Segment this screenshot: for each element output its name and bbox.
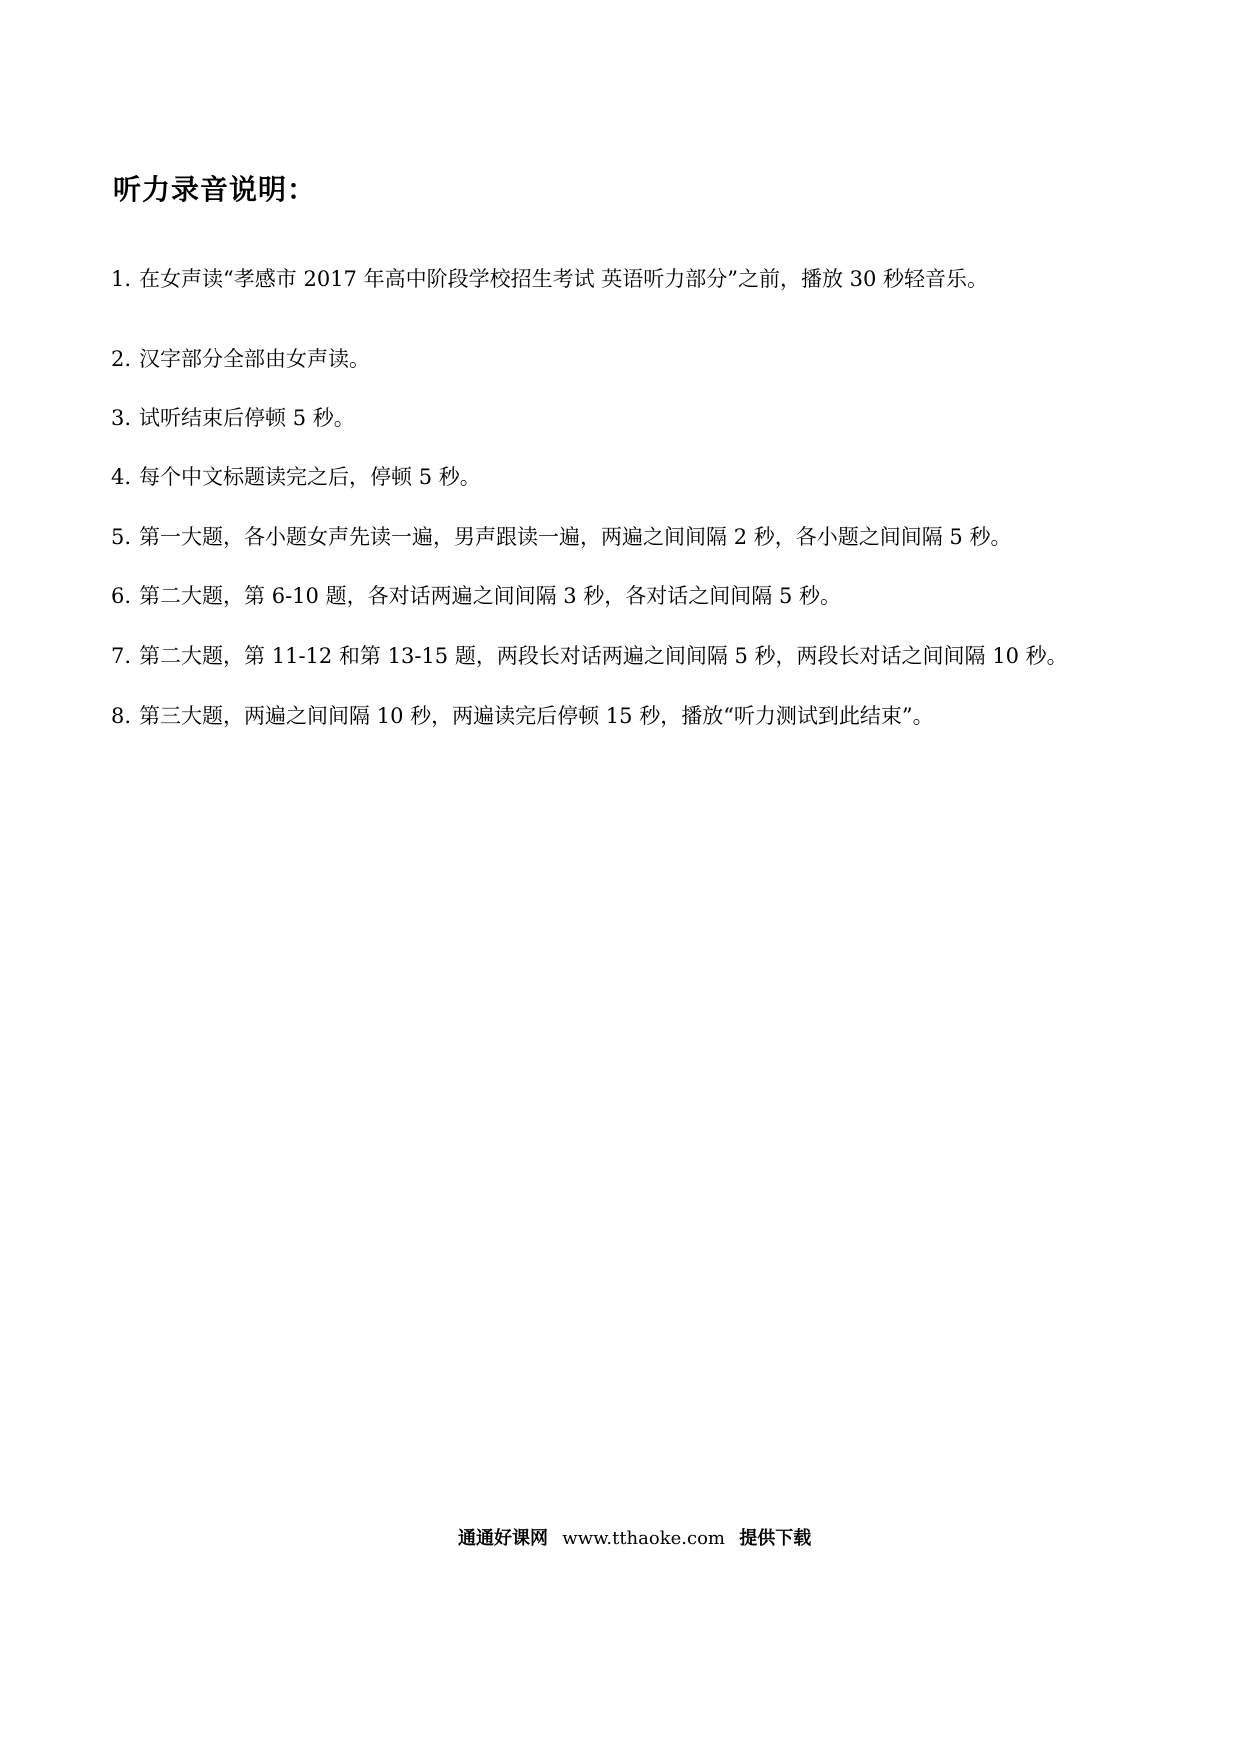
item-number: 4. [111, 465, 132, 489]
item-text: 第三大题，两遍之间间隔 10 秒，两遍读完后停顿 15 秒，播放“听力测试到此结束”。 [139, 704, 934, 728]
list-item [111, 641, 1068, 671]
page-title: 听力录音说明： [113, 173, 317, 206]
item-number: 2. [111, 347, 132, 371]
item-text: 每个中文标题读完之后，停顿 5 秒。 [139, 465, 481, 489]
footer-suffix: 提供下载 [739, 1528, 812, 1549]
list-item [111, 462, 481, 492]
list-item [111, 522, 1011, 552]
item-text: 试听结束后停顿 5 秒。 [139, 406, 355, 430]
item-number: 5. [111, 525, 132, 549]
list-item [111, 701, 934, 731]
item-text: 在女声读“孝感市 2017 年高中阶段学校招生考试 英语听力部分”之前，播放 30 秒轻音乐。 [139, 267, 989, 291]
list-item [111, 344, 370, 374]
item-number: 7. [111, 644, 132, 668]
item-number: 8. [111, 704, 132, 728]
item-text: 第二大题，第 11-12 和第 13-15 题，两段长对话两遍之间间隔 5 秒，两段长对话之间间隔 10 秒。 [139, 644, 1068, 668]
list-item [111, 581, 841, 611]
item-number: 6. [111, 584, 132, 608]
page-footer [458, 1524, 819, 1550]
footer-site-name: 通通好课网 [458, 1528, 548, 1549]
footer-url: www.tthaoke.com [562, 1528, 725, 1549]
item-number: 1. [111, 267, 132, 291]
item-number: 3. [111, 406, 132, 430]
item-text: 汉字部分全部由女声读。 [139, 347, 371, 371]
item-text: 第一大题，各小题女声先读一遍，男声跟读一遍，两遍之间间隔 2 秒，各小题之间间隔 5 秒。 [139, 525, 1012, 549]
list-item [111, 403, 355, 433]
list-item [111, 264, 988, 294]
item-text: 第二大题，第 6-10 题，各对话两遍之间间隔 3 秒，各对话之间间隔 5 秒。 [139, 584, 841, 608]
